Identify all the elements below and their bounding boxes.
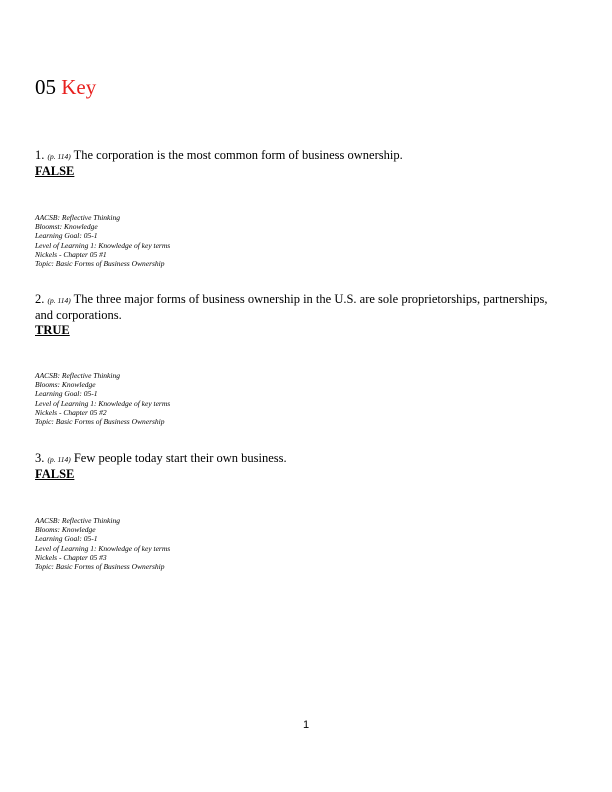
- meta-aacsb: AACSB: Reflective Thinking: [35, 371, 120, 380]
- question-2-text: The three major forms of business ownership in the U.S. are sole proprietorships, partnerships, and corporations.: [35, 292, 548, 322]
- meta-learning-goal: Learning Goal: 05-1: [35, 231, 98, 241]
- meta-blooms: Bloomst: Knowledge: [35, 222, 98, 232]
- question-3-answer: FALSE: [35, 467, 75, 481]
- question-2: [35, 292, 565, 338]
- question-1-number: 1.: [35, 148, 45, 162]
- question-3-text: Few people today start their own business.: [73, 451, 287, 465]
- key-label: Key: [61, 75, 97, 99]
- question-1-meta: [35, 213, 170, 268]
- meta-blooms: Blooms: Knowledge: [35, 525, 96, 535]
- meta-topic: Topic: Basic Forms of Business Ownership: [35, 562, 165, 572]
- page-number: 1: [302, 719, 310, 731]
- meta-blooms: Blooms: Knowledge: [35, 380, 96, 390]
- question-3-page-ref: (p. 114): [47, 455, 71, 464]
- meta-level-of-learning: Level of Learning 1: Knowledge of key terms: [35, 240, 171, 250]
- question-2-text-line: [35, 292, 565, 323]
- page-title: [35, 74, 96, 100]
- meta-topic: Topic: Basic Forms of Business Ownership: [35, 259, 165, 269]
- question-3-meta: [35, 516, 170, 571]
- question-1: [35, 148, 565, 179]
- question-1-page-ref: (p. 114): [47, 152, 71, 161]
- question-2-page-ref: (p. 114): [47, 296, 71, 305]
- question-1-text: The corporation is the most common form of business ownership.: [73, 148, 403, 162]
- meta-learning-goal: Learning Goal: 05-1: [35, 389, 98, 399]
- question-2-answer: TRUE: [35, 323, 70, 337]
- meta-chapter-ref: Nickels - Chapter 05 #3: [35, 552, 107, 562]
- question-3: [35, 451, 565, 482]
- meta-aacsb: AACSB: Reflective Thinking: [35, 213, 120, 222]
- meta-level-of-learning: Level of Learning 1: Knowledge of key terms: [35, 543, 171, 553]
- meta-level-of-learning: Level of Learning 1: Knowledge of key terms: [35, 398, 171, 408]
- question-3-number: 3.: [35, 451, 45, 465]
- question-1-text-line: [35, 148, 565, 164]
- meta-chapter-ref: Nickels - Chapter 05 #2: [35, 407, 107, 417]
- meta-aacsb: AACSB: Reflective Thinking: [35, 516, 120, 525]
- question-1-answer: FALSE: [35, 164, 75, 178]
- meta-learning-goal: Learning Goal: 05-1: [35, 534, 98, 544]
- question-2-number: 2.: [35, 292, 45, 306]
- meta-topic: Topic: Basic Forms of Business Ownership: [35, 417, 165, 427]
- meta-chapter-ref: Nickels - Chapter 05 #1: [35, 249, 107, 259]
- question-2-meta: [35, 371, 170, 426]
- chapter-number: 05: [35, 75, 56, 99]
- question-3-text-line: [35, 451, 565, 467]
